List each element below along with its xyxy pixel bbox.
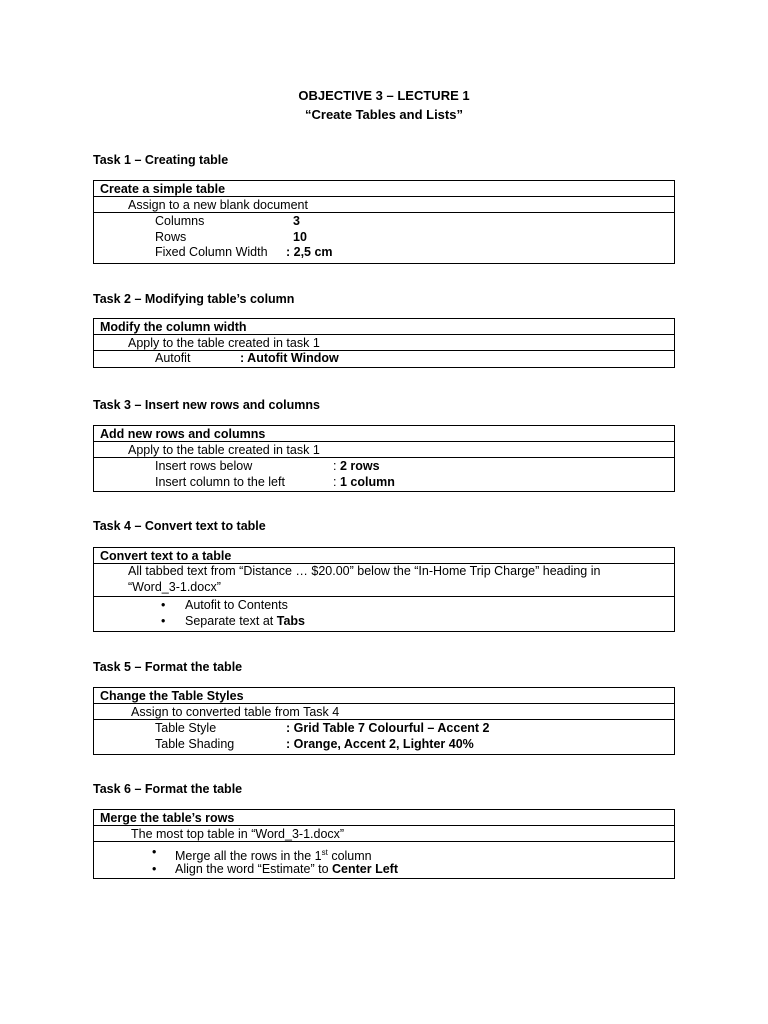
setting-label: Fixed Column Width	[155, 245, 268, 259]
task3-setting-row	[94, 459, 674, 475]
bullet-icon: •	[161, 613, 166, 628]
setting-value: 1 column	[340, 474, 395, 489]
task6-table-header: Merge the table’s rows	[94, 810, 674, 826]
task4-instruction	[94, 564, 674, 597]
task6-heading: Task 6 – Format the table	[93, 782, 243, 796]
task1-instruction-text: Assign to a new blank document	[128, 198, 308, 212]
list-item-plain: column	[327, 849, 372, 864]
setting-label: Table Shading	[155, 736, 235, 751]
list-item-text: Autofit to Contents	[185, 598, 288, 612]
task5-setting-row	[94, 721, 674, 737]
setting-value: 3	[293, 214, 300, 228]
setting-colon: :	[333, 459, 337, 473]
task1-setting-row	[94, 230, 674, 246]
task4-instruction-line: All tabbed text from “Distance … $20.00” below the “In-Home Trip Charge” heading in	[128, 564, 601, 578]
task6-instruction	[94, 826, 674, 842]
task1-heading: Task 1 – Creating table	[93, 153, 229, 167]
setting-label: Table Style	[155, 721, 217, 735]
list-item-text	[185, 614, 305, 630]
ordinal-suffix: st	[321, 848, 328, 857]
setting-label: Insert rows below	[155, 459, 253, 473]
bullet-icon: •	[161, 598, 166, 612]
task3-instruction	[94, 442, 674, 458]
setting-value: 10	[293, 229, 307, 244]
task3-instruction-text: Apply to the table created in task 1	[128, 443, 320, 457]
list-item-plain: Align the word “Estimate” to	[175, 862, 333, 876]
bullet-icon: •	[152, 862, 157, 876]
task3-heading: Task 3 – Insert new rows and columns	[93, 398, 320, 412]
list-item	[94, 614, 674, 630]
task1-setting-row	[94, 214, 674, 230]
setting-label: Autofit	[155, 351, 191, 365]
task2-instruction	[94, 335, 674, 351]
task2-heading: Task 2 – Modifying table’s column	[93, 292, 295, 306]
list-item-bold: Center Left	[332, 862, 398, 876]
task6-bullet-list	[94, 842, 674, 878]
list-item-plain: Separate text at	[185, 613, 277, 628]
setting-label: Rows	[155, 229, 187, 244]
page-subtitle: “Create Tables and Lists”	[305, 107, 463, 122]
task4-table	[93, 547, 675, 632]
task2-table	[93, 318, 675, 368]
task6-table	[93, 809, 675, 879]
setting-colon: :	[333, 474, 337, 489]
setting-value: : Grid Table 7 Colourful – Accent 2	[286, 721, 490, 735]
list-item	[94, 861, 674, 877]
task4-bullet-list	[94, 597, 674, 631]
list-item	[94, 598, 674, 614]
setting-value: : Orange, Accent 2, Lighter 40%	[286, 736, 474, 751]
task2-instruction-text: Apply to the table created in task 1	[128, 336, 320, 350]
task1-setting-row	[94, 245, 674, 261]
task3-setting-row	[94, 475, 674, 491]
task4-instruction-line: “Word_3-1.docx”	[128, 579, 221, 594]
task4-table-header: Convert text to a table	[94, 548, 674, 564]
page-title: OBJECTIVE 3 – LECTURE 1	[298, 88, 470, 103]
list-item	[94, 844, 674, 864]
task2-settings	[94, 351, 674, 367]
task1-table-header: Create a simple table	[94, 181, 674, 197]
list-item-bold: Tabs	[276, 613, 305, 628]
task5-instruction-text: Assign to converted table from Task 4	[131, 705, 340, 719]
list-item-text	[175, 861, 398, 877]
setting-label: Columns	[155, 214, 205, 228]
task6-instruction-text: The most top table in “Word_3-1.docx”	[131, 827, 345, 841]
task5-setting-row	[94, 737, 674, 753]
task5-table-header: Change the Table Styles	[94, 688, 674, 704]
task5-instruction	[94, 704, 674, 720]
task5-heading: Task 5 – Format the table	[93, 660, 243, 674]
task3-settings	[94, 458, 674, 491]
bullet-icon: •	[152, 845, 157, 859]
setting-label: Insert column to the left	[155, 474, 285, 489]
list-item-plain: Merge all the rows in the 1	[175, 849, 322, 864]
task5-table	[93, 687, 675, 755]
setting-value: : Autofit Window	[240, 351, 339, 365]
task5-settings	[94, 720, 674, 754]
task3-table	[93, 425, 675, 492]
task2-setting-row	[94, 351, 674, 367]
task3-table-header: Add new rows and columns	[94, 426, 674, 442]
task2-table-header: Modify the column width	[94, 319, 674, 335]
setting-value: : 2,5 cm	[286, 245, 333, 259]
task1-instruction	[94, 197, 674, 213]
task4-heading: Task 4 – Convert text to table	[93, 519, 266, 533]
setting-value: 2 rows	[340, 459, 380, 473]
task1-table	[93, 180, 675, 264]
task1-settings	[94, 213, 674, 263]
